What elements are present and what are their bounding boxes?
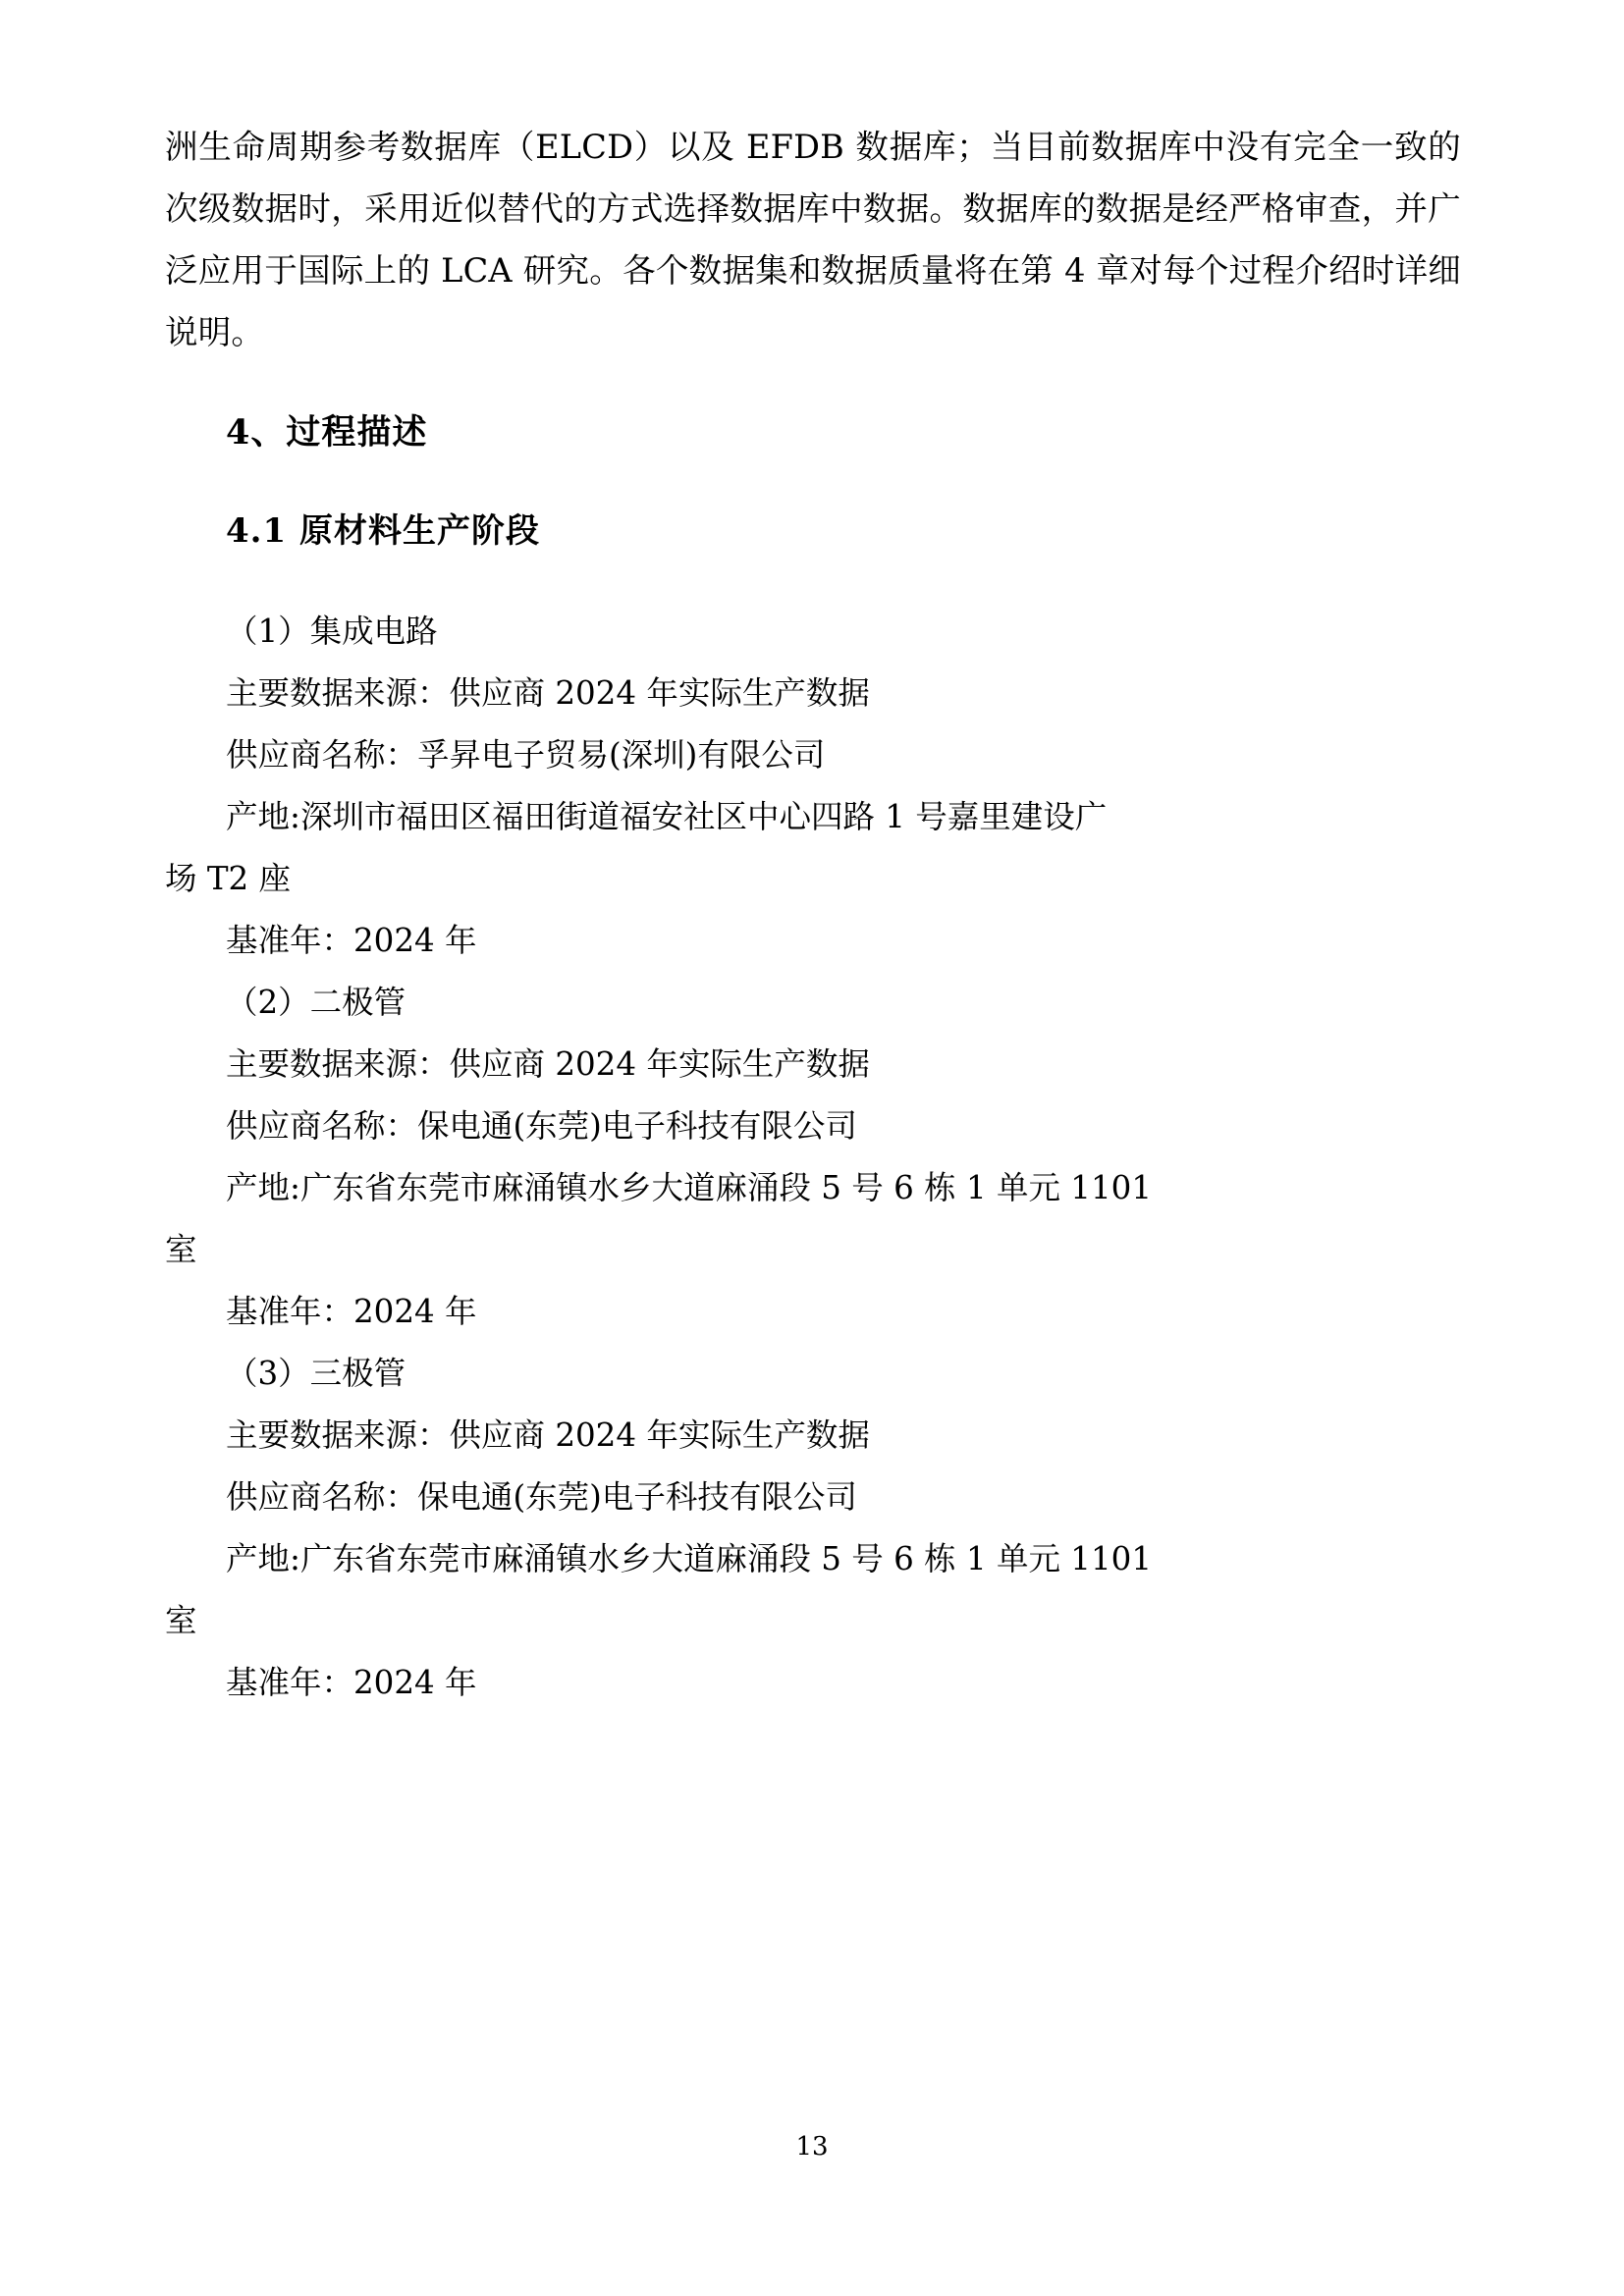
item-origin: 产地:广东省东莞市麻涌镇水乡大道麻涌段 5 号 6 栋 1 单元 1101 [226,1169,1153,1206]
item-origin-continued: 室 [165,1231,197,1268]
subsection-heading-4-1: 4.1 原材料生产阶段 [226,511,540,551]
item-title: （1）集成电路 [226,613,438,650]
section-heading-4: 4、过程描述 [226,412,428,453]
intro-paragraph: 洲生命周期参考数据库（ELCD）以及 EFDB 数据库；当目前数据库中没有完全一致的次级数据时，采用近似替代的方式选择数据库中数据。数据库的数据是经严格审查，并广泛应用于国际上的 LCA 研究。各个数据集和数据质量将在第 4 章对每个过程介绍时详细说明。 [165,128,1461,351]
item-supplier: 供应商名称：保电通(东莞)电子科技有限公司 [226,1478,857,1516]
item-supplier: 供应商名称：保电通(东莞)电子科技有限公司 [226,1107,857,1145]
item-supplier: 供应商名称：孚昇电子贸易(深圳)有限公司 [226,736,826,774]
item-data-source: 主要数据来源：供应商 2024 年实际生产数据 [226,1045,870,1083]
item-origin: 产地:深圳市福田区福田街道福安社区中心四路 1 号嘉里建设广 [226,798,1108,835]
page-content [165,116,1461,1714]
material-item-3 [165,1343,1461,1714]
item-origin: 产地:广东省东莞市麻涌镇水乡大道麻涌段 5 号 6 栋 1 单元 1101 [226,1540,1153,1577]
material-item-1 [165,601,1461,972]
item-data-source: 主要数据来源：供应商 2024 年实际生产数据 [226,674,870,712]
item-origin-continued: 场 T2 座 [165,860,292,897]
item-base-year: 基准年：2024 年 [226,1293,477,1330]
item-title: （2）二极管 [226,984,406,1021]
item-base-year: 基准年：2024 年 [226,1664,477,1701]
material-item-2 [165,972,1461,1343]
item-base-year: 基准年：2024 年 [226,922,477,959]
page-number: 13 [795,2132,829,2162]
item-title: （3）三极管 [226,1355,406,1392]
item-data-source: 主要数据来源：供应商 2024 年实际生产数据 [226,1416,870,1454]
item-origin-continued: 室 [165,1602,197,1639]
